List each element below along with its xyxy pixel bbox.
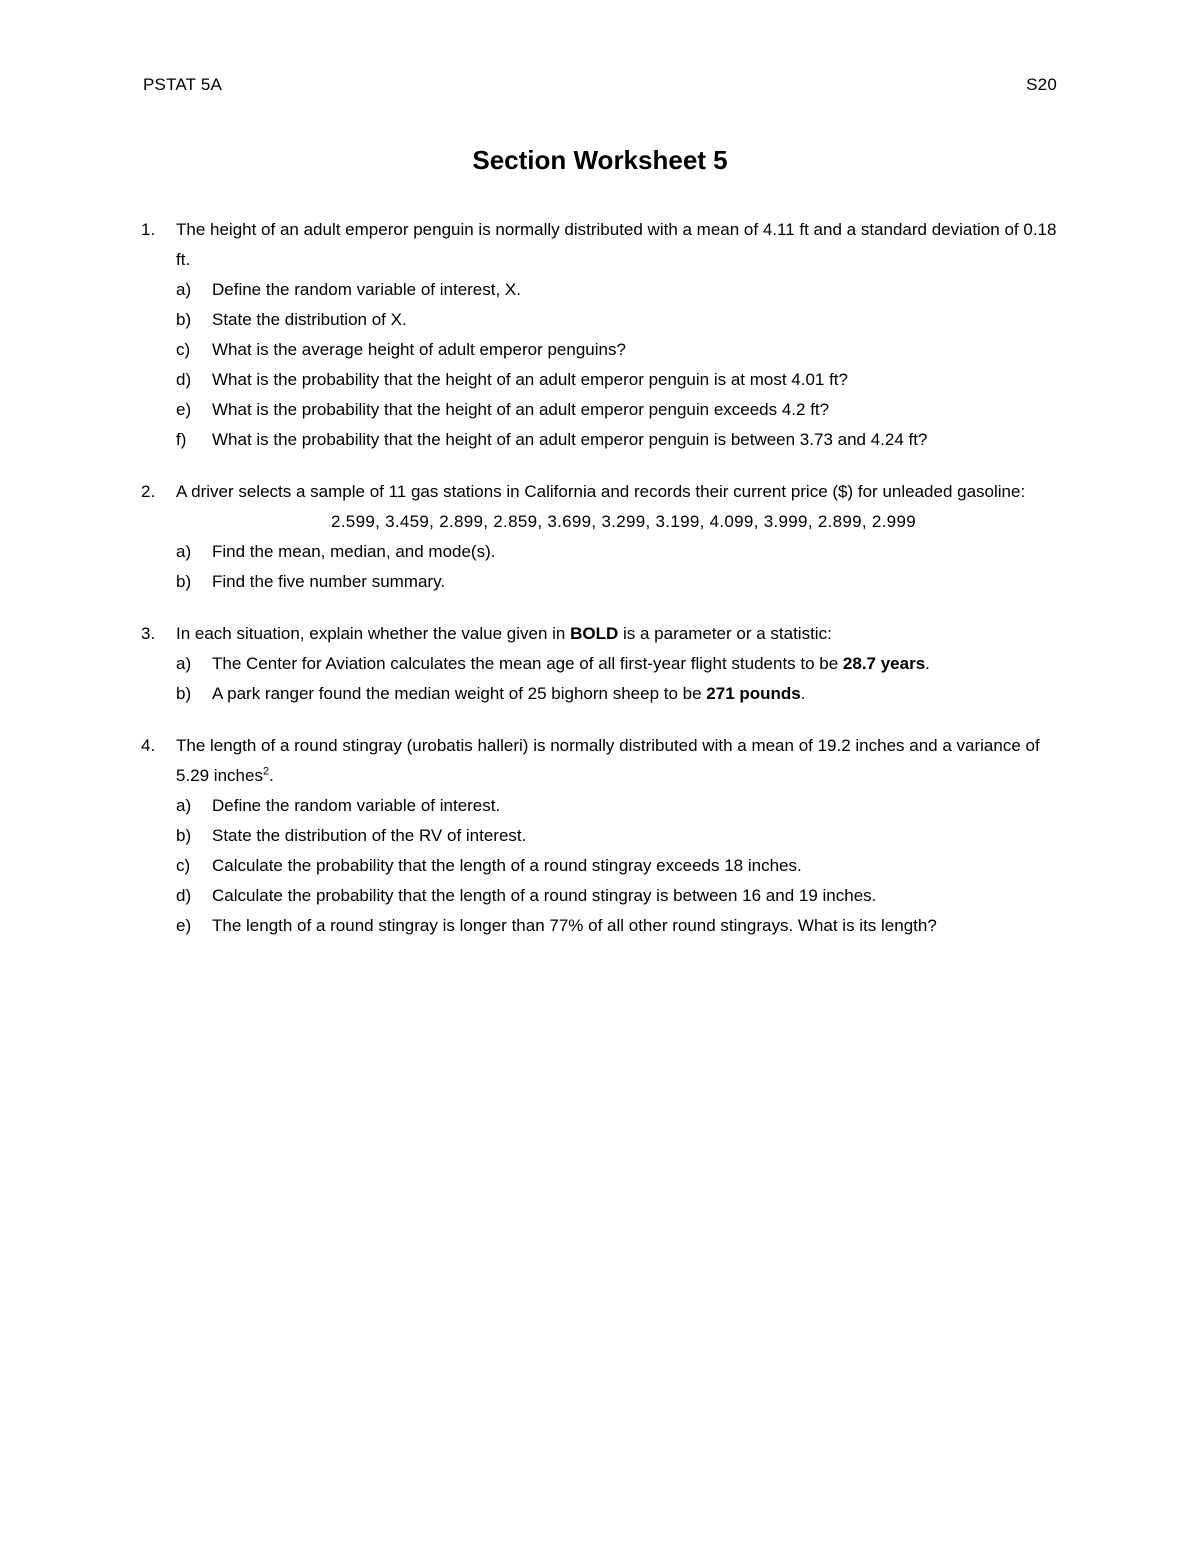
subquestion [141,275,1071,305]
question-4 [141,731,1071,941]
question-text: The length of a round stingray (urobatis halleri) is normally distributed with a mean of 19.2 inches and a variance of 5.29 inches$^2$. [176,736,1040,785]
bold-keyword: BOLD [570,624,619,643]
subquestion-text: What is the probability that the height of an adult emperor penguin is between 3.73 and 4.24 ft? [212,430,928,449]
question-number: 2. [141,482,156,501]
subquestion-label: b) [176,310,192,329]
subquestion-label: b) [176,826,192,845]
subquestion [141,791,1071,821]
subquestion: a) The Center for Aviation calculates the mean age of all first-year flight students to be 28.7 years. [141,649,1071,679]
question-text: A driver selects a sample of 11 gas stations in California and records their current price ($) for unleaded gasoline: [176,482,1026,501]
question-text: The height of an adult emperor penguin is normally distributed with a mean of 4.11 ft and a standard deviation of 0.18 ft. [176,220,1057,269]
subquestion-text: State the distribution of X. [212,310,407,329]
subquestion-label: d) [176,886,192,905]
subquestion-label: e) [176,916,192,935]
subquestion-text: Calculate the probability that the length of a round stingray is between 16 and 19 inches. [212,886,877,905]
course-header: PSTAT 5A [143,75,223,94]
subquestion-label: a) [176,280,192,299]
subquestion [141,881,1071,911]
question-text: In each situation, explain whether the value given in BOLD is a parameter or a statistic: [176,624,832,643]
question-1 [141,215,1071,455]
price-data: 2.599, 3.459, 2.899, 2.859, 3.699, 3.299, 3.199, 4.099, 3.999, 2.899, 2.999 [331,512,916,531]
subquestion [141,305,1071,335]
subquestion-label: a) [176,654,192,673]
superscript: 2 [262,765,270,778]
subquestion [141,821,1071,851]
subquestion-label: d) [176,370,192,389]
subquestion-text: Calculate the probability that the length of a round stingray exceeds 18 inches. [212,856,802,875]
subquestion [141,567,1071,597]
subquestion-label: e) [176,400,192,419]
question-list [141,215,1071,941]
question-number: 3. [141,624,156,643]
subquestion [141,365,1071,395]
bold-value: 271 pounds [706,684,801,703]
question-3 [141,619,1071,709]
subquestion-label: b) [176,572,192,591]
subquestion [141,395,1071,425]
subquestion-text: What is the probability that the height of an adult emperor penguin exceeds 4.2 ft? [212,400,830,419]
subquestion-label: b) [176,684,192,703]
question-number: 1. [141,220,156,239]
subquestion [141,911,1071,941]
subquestion-text: Define the random variable of interest. [212,796,501,815]
subquestion-text: What is the probability that the height of an adult emperor penguin is at most 4.01 ft? [212,370,848,389]
bold-value: 28.7 years [842,654,926,673]
subquestion [141,425,1071,455]
subquestion [141,537,1071,567]
subquestion-label: c) [176,340,191,359]
subquestion [141,335,1071,365]
subquestion: b) A park ranger found the median weight of 25 bighorn sheep to be 271 pounds. [141,679,1071,709]
subquestion-text: What is the average height of adult emperor penguins? [212,340,626,359]
subquestion-label: f) [176,430,187,449]
subquestion-text: Find the five number summary. [212,572,446,591]
subquestion-label: c) [176,856,191,875]
subquestion-text: Find the mean, median, and mode(s). [212,542,496,561]
page-title: Section Worksheet 5 [472,145,728,175]
subquestion-text: The length of a round stingray is longer than 77% of all other round stingrays. What is its length? [212,916,937,935]
subquestion-text: Define the random variable of interest, X. [212,280,521,299]
subquestion-text: State the distribution of the RV of interest. [212,826,527,845]
question-number: 4. [141,736,156,755]
term-header: S20 [1026,75,1057,94]
question-2 [141,477,1071,597]
subquestion-label: a) [176,542,192,561]
subquestion-label: a) [176,796,192,815]
subquestion [141,851,1071,881]
